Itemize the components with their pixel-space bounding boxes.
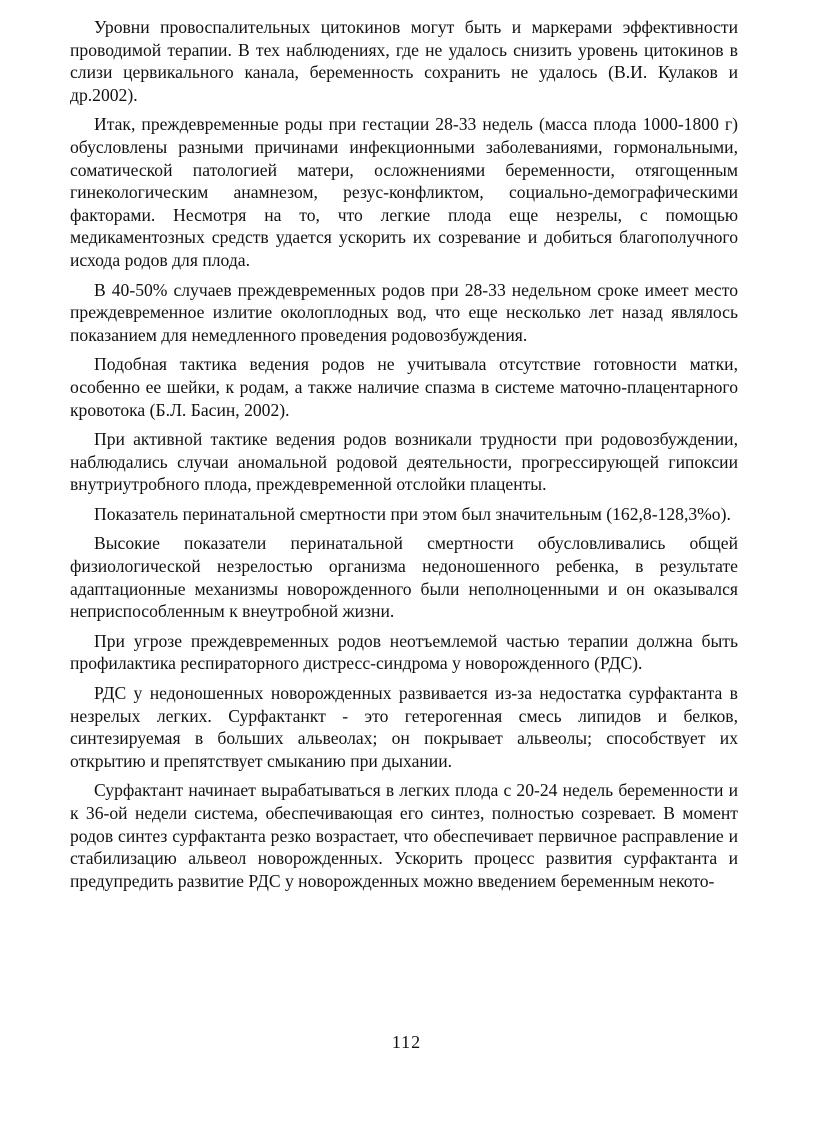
body-text <box>70 16 738 892</box>
page-number: 112 <box>391 1032 422 1052</box>
paragraph-5: При активной тактике ведения родов возникали трудности при родовозбуждении, наблюдались случаи аномальной родовой деятельности, прогрессирующей гипоксии внутриутробного плода, преждевременной отслойки плаценты. <box>70 429 738 495</box>
paragraph-6: Показатель перинатальной смертности при этом был значительным (162,8-128,3%о). <box>94 503 731 524</box>
paragraph-2: Итак, преждевременные роды при гестации 28-33 недель (масса плода 1000-1800 г) обусловлены разными причинами инфекционными заболеваниями, гормональными, соматической патологией матери, осложнениями беременности, отягощенным гинекологическим анамнезом, резус-конфликтом, социально-демографическими факторами. Несмотря на то, что легкие плода еще незрелы, с помощью медикаментозных средств удается ускорить их созревание и добиться благополучного исхода родов для плода. <box>70 114 738 270</box>
paragraph-1: Уровни провоспалительных цитокинов могут быть и маркерами эффективности проводимой терапии. В тех наблюдениях, где не удалось снизить уровень цитокинов в слизи цервикального канала, беременность сохранить не удалось (В.И. Кулаков и др.2002). <box>70 17 738 105</box>
paragraph-4: Подобная тактика ведения родов не учитывала отсутствие готовности матки, особенно ее шейки, к родам, а также наличие спазма в системе маточно-плацентарного кровотока (Б.Л. Басин, 2002). <box>70 354 738 420</box>
paragraph-8: При угрозе преждевременных родов неотъемлемой частью терапии должна быть профилактика респираторного дистресс-синдрома у новорожденного (РДС). <box>70 630 738 674</box>
paragraph-9: РДС у недоношенных новорожденных развивается из-за недостатка сурфактанта в незрелых легких. Сурфактанкт - это гетерогенная смесь липидов и белков, синтезируемая в больших альвеолах; он покрывает альвеолы; способствует их открытию и препятствует смыканию при дыхании. <box>70 683 738 771</box>
paragraph-10: Сурфактант начинает вырабатываться в легких плода с 20-24 недель беременности и к 36-ой недели система, обеспечивающая его синтез, полностью созревает. В момент родов синтез сурфактанта резко возрастает, что обеспечивает первичное расправление и стабилизацию альвеол новорожденных. Ускорить процесс развития сурфактанта и предупредить развитие РДС у новорожденных можно введением беременным некото- <box>70 780 738 891</box>
paragraph-7: Высокие показатели перинатальной смертности обусловливались общей физиологической незрелостью организма недоношенного ребенка, в результате адаптационные механизмы новорожденного были неполноценными и он оказывался неприспособленным к внеутробной жизни. <box>70 533 738 622</box>
paragraph-3: В 40-50% случаев преждевременных родов при 28-33 недельном сроке имеет место преждевременное излитие околоплодных вод, что еще несколько лет назад являлось показанием для немедленного проведения родовозбуждения. <box>70 279 738 345</box>
